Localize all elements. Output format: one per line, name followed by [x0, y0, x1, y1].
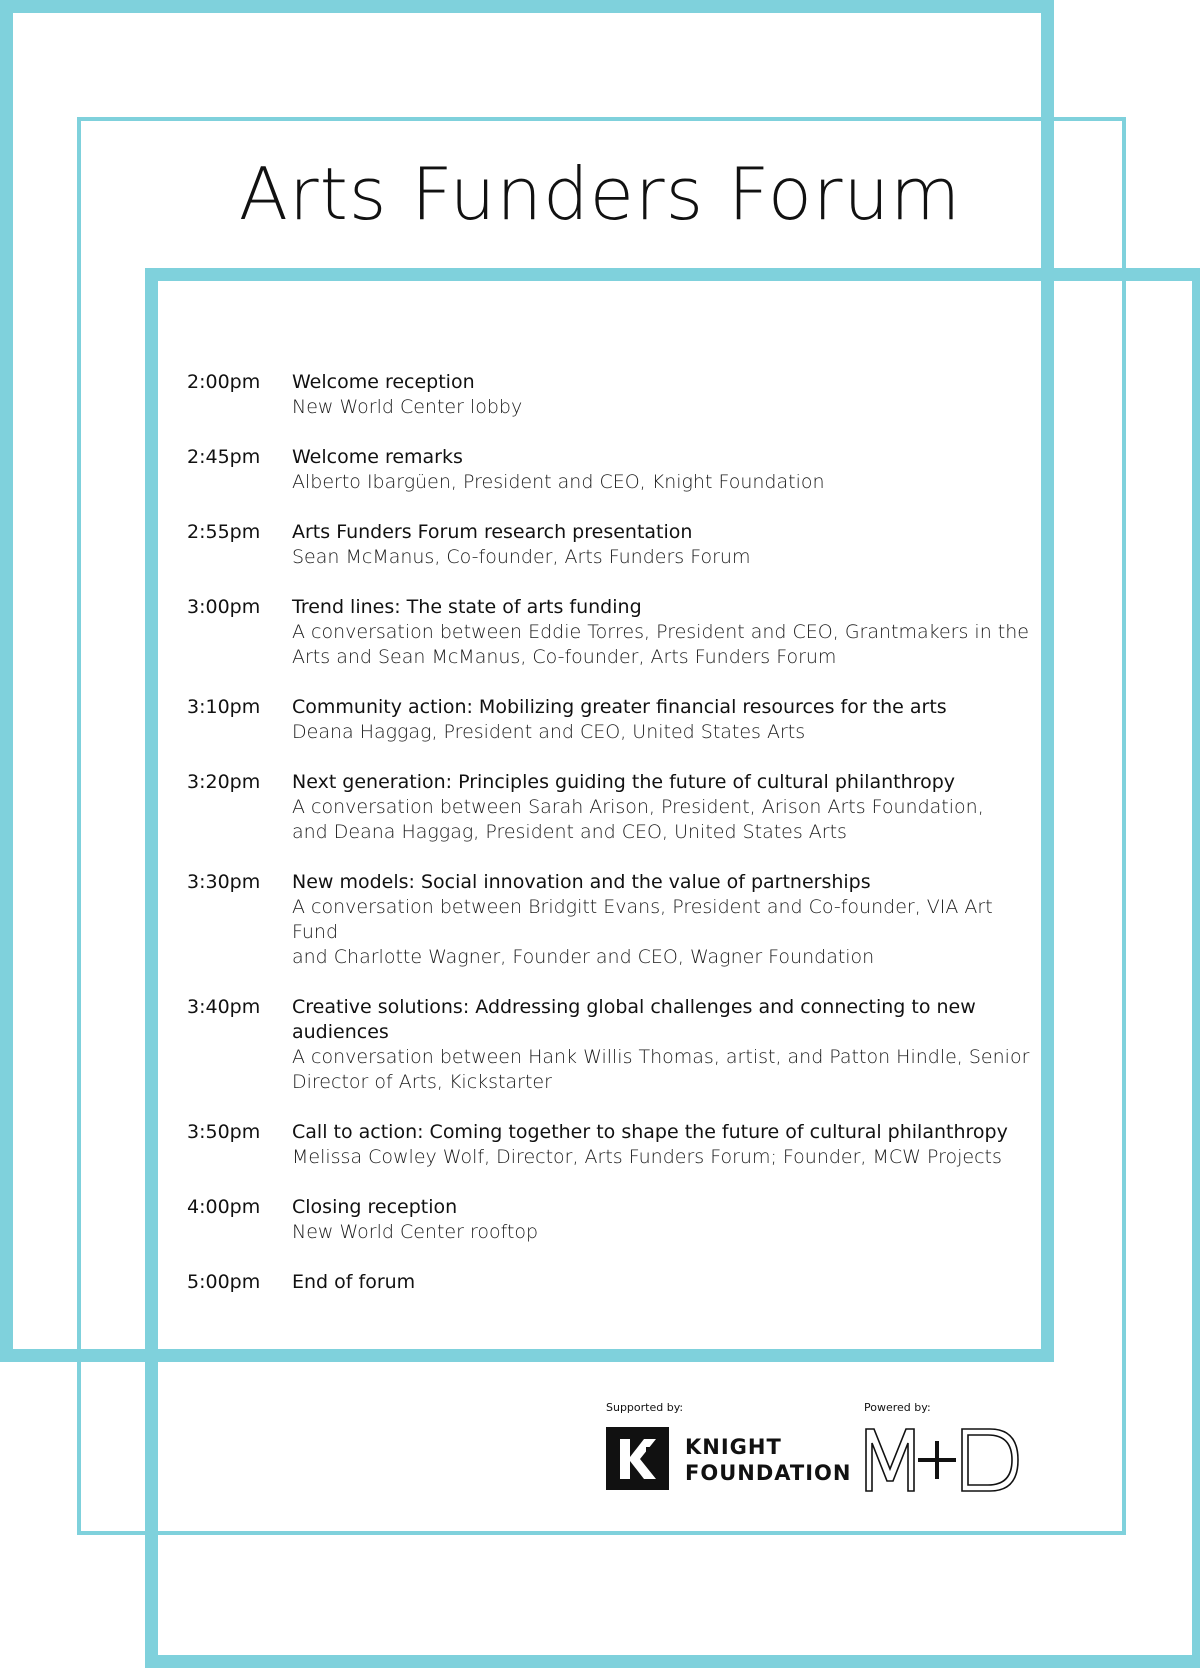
schedule-body [292, 1120, 1037, 1170]
schedule-detail: A conversation between Bridgitt Evans, President and Co-founder, VIA Art Fund [292, 896, 993, 943]
knight-foundation-mark-icon [606, 1427, 669, 1490]
schedule-detail: Deana Haggag, President and CEO, United States Arts [292, 721, 806, 743]
schedule-time: 3:00pm [187, 596, 261, 618]
schedule-detail: Sean McManus, Co-founder, Arts Funders Forum [292, 546, 751, 568]
schedule-headline: Welcome remarks [292, 446, 463, 468]
schedule-item [187, 370, 1037, 420]
schedule-body [292, 1195, 1037, 1245]
powered-by-label: Powered by: [864, 1401, 931, 1414]
schedule-detail: New World Center rooftop [292, 1221, 539, 1243]
md-logo [864, 1425, 1024, 1499]
schedule-body [292, 995, 1037, 1095]
schedule-time: 2:00pm [187, 371, 261, 393]
schedule-item [187, 870, 1037, 970]
schedule-item [187, 770, 1037, 845]
schedule-item [187, 1270, 1037, 1295]
schedule-time: 3:40pm [187, 996, 261, 1018]
schedule-detail: A conversation between Hank Willis Thomas, artist, and Patton Hindle, Senior [292, 1046, 1030, 1068]
schedule-detail: A conversation between Sarah Arison, President, Arison Arts Foundation, [292, 796, 984, 818]
schedule-detail: Alberto Ibargüen, President and CEO, Knight Foundation [292, 471, 825, 493]
schedule-body [292, 445, 1037, 495]
knight-logo-line-1: KNIGHT [685, 1435, 782, 1459]
schedule-body [292, 870, 1037, 970]
schedule-item [187, 995, 1037, 1095]
schedule-headline: Next generation: Principles guiding the future of cultural philanthropy [292, 771, 955, 793]
schedule-detail: Arts and Sean McManus, Co-founder, Arts Funders Forum [292, 646, 837, 668]
schedule-headline: Trend lines: The state of arts funding [292, 596, 642, 618]
schedule-item [187, 520, 1037, 570]
schedule-time: 2:55pm [187, 521, 261, 543]
schedule-detail: and Deana Haggag, President and CEO, United States Arts [292, 821, 847, 843]
schedule-item [187, 1120, 1037, 1170]
schedule-headline: Call to action: Coming together to shape the future of cultural philanthropy [292, 1121, 1008, 1143]
knight-logo-line-2: FOUNDATION [685, 1461, 852, 1485]
schedule-time: 4:00pm [187, 1196, 261, 1218]
schedule-time: 3:10pm [187, 696, 261, 718]
schedule-item [187, 695, 1037, 745]
schedule-item [187, 1195, 1037, 1245]
schedule-headline: End of forum [292, 1271, 416, 1293]
schedule-headline: Arts Funders Forum research presentation [292, 521, 693, 543]
schedule-item [187, 595, 1037, 670]
schedule-time: 2:45pm [187, 446, 261, 468]
schedule-time: 3:50pm [187, 1121, 261, 1143]
schedule-detail: A conversation between Eddie Torres, President and CEO, Grantmakers in the [292, 621, 1029, 643]
page-title: Arts Funders Forum [238, 152, 962, 236]
schedule-body [292, 695, 1037, 745]
schedule-list [187, 370, 1037, 1320]
schedule-time: 3:30pm [187, 871, 261, 893]
schedule-headline: Welcome reception [292, 371, 475, 393]
schedule-detail: Melissa Cowley Wolf, Director, Arts Funders Forum; Founder, MCW Projects [292, 1146, 1002, 1168]
knight-foundation-logo [685, 1434, 851, 1486]
schedule-headline: Creative solutions: Addressing global challenges and connecting to new audiences [292, 996, 976, 1043]
schedule-detail: and Charlotte Wagner, Founder and CEO, Wagner Foundation [292, 946, 875, 968]
schedule-detail: Director of Arts, Kickstarter [292, 1071, 552, 1093]
schedule-body [292, 370, 1037, 420]
schedule-headline: New models: Social innovation and the value of partnerships [292, 871, 871, 893]
schedule-body [292, 1270, 1037, 1295]
schedule-detail: New World Center lobby [292, 396, 523, 418]
schedule-time: 3:20pm [187, 771, 261, 793]
schedule-body [292, 595, 1037, 670]
schedule-headline: Community action: Mobilizing greater financial resources for the arts [292, 696, 947, 718]
supported-by-label: Supported by: [606, 1401, 684, 1414]
schedule-time: 5:00pm [187, 1271, 261, 1293]
schedule-body [292, 770, 1037, 845]
schedule-item [187, 445, 1037, 495]
schedule-body [292, 520, 1037, 570]
schedule-headline: Closing reception [292, 1196, 458, 1218]
